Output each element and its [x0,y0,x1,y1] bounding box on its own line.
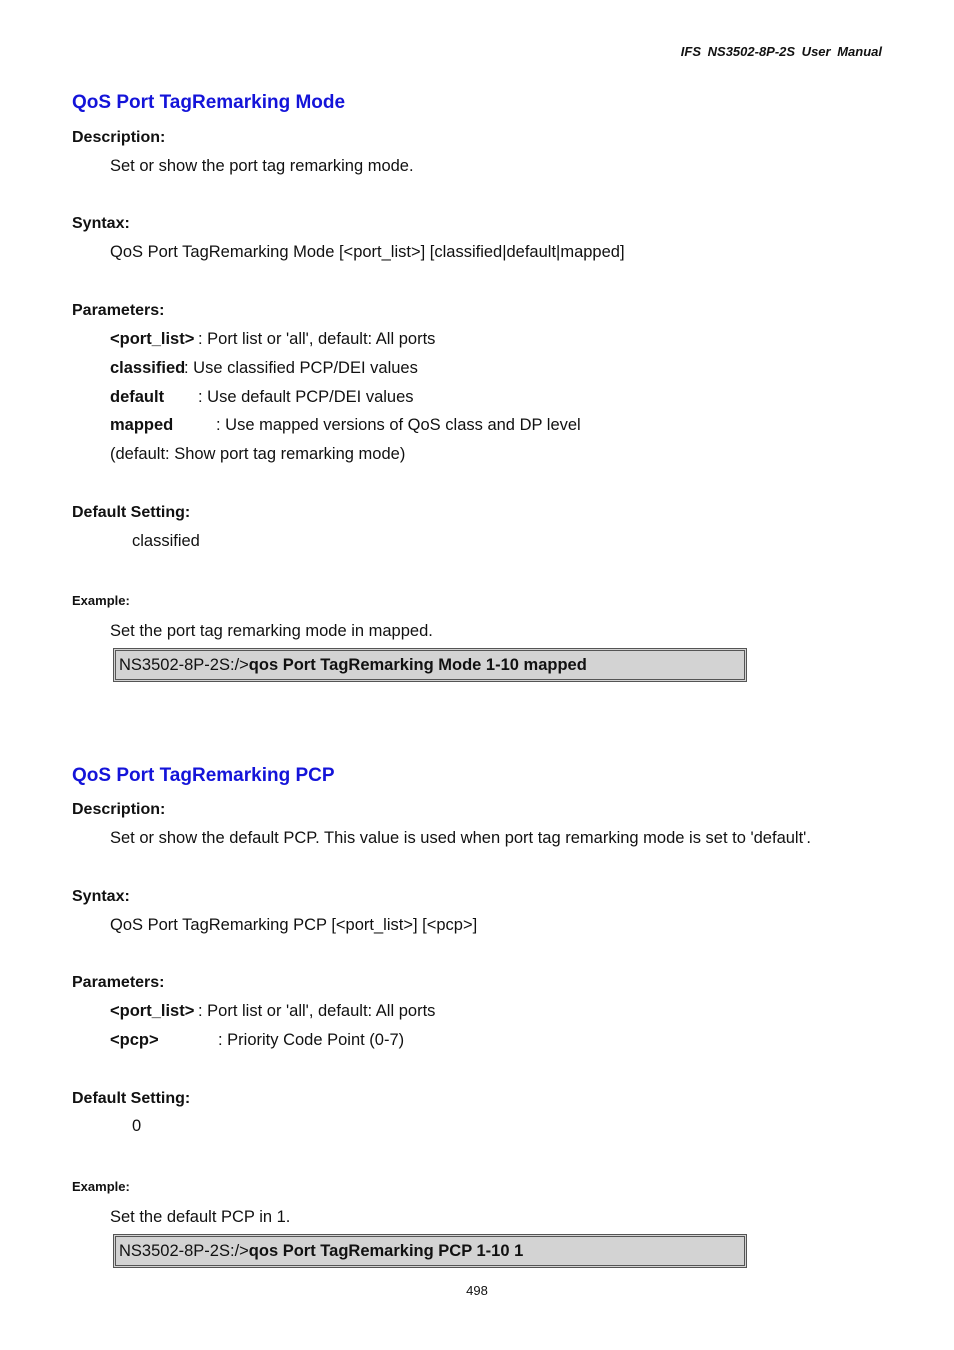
page-header: IFS NS3502-8P-2S User Manual [680,44,882,59]
syntax-text: QoS Port TagRemarking Mode [<port_list>] [classified|default|mapped] [110,243,625,261]
param-name: <pcp> [110,1031,159,1049]
syntax-text: QoS Port TagRemarking PCP [<port_list>] [<pcp>] [110,916,478,934]
param-name: <port_list> [110,1002,195,1020]
command-text: qos Port TagRemarking Mode 1-10 mapped [248,656,587,674]
param-desc: : Port list or 'all', default: All ports [198,1002,436,1020]
parameters-label: Parameters: [72,974,165,991]
section-title-tagremarking-mode: QoS Port TagRemarking Mode [72,92,346,113]
description-label: Description: [72,129,166,146]
parameters-label: Parameters: [72,302,165,319]
default-setting-value: 0 [132,1117,142,1135]
param-desc: : Use mapped versions of QoS class and DP level [216,416,581,434]
param-desc: : Port list or 'all', default: All ports [198,330,436,348]
param-name: classified [110,359,186,377]
param-name: mapped [110,416,174,434]
default-setting-label: Default Setting: [72,1090,191,1107]
description-text: Set or show the default PCP. This value is used when port tag remarking mode is set to 'default'. [110,829,811,847]
param-name: default [110,388,165,406]
description-label: Description: [72,801,166,818]
param-desc: : Use classified PCP/DEI values [184,359,418,377]
command-box [113,648,747,682]
syntax-label: Syntax: [72,215,130,232]
param-desc: : Use default PCP/DEI values [198,388,414,406]
command-prompt: NS3502-8P-2S:/> [119,656,249,674]
command-text: qos Port TagRemarking PCP 1-10 1 [248,1242,524,1260]
param-name: <port_list> [110,330,195,348]
section-title-tagremarking-pcp: QoS Port TagRemarking PCP [72,765,335,786]
example-text: Set the default PCP in 1. [110,1208,291,1226]
default-setting-value: classified [132,532,200,550]
description-text: Set or show the port tag remarking mode. [110,157,414,175]
default-setting-label: Default Setting: [72,504,191,521]
page-number: 498 [466,1283,488,1298]
example-text: Set the port tag remarking mode in mapped. [110,622,433,640]
command-box [113,1234,747,1268]
param-desc: : Priority Code Point (0-7) [218,1031,405,1049]
example-label: Example: [72,593,130,608]
command-prompt: NS3502-8P-2S:/> [119,1242,249,1260]
param-note: (default: Show port tag remarking mode) [110,445,406,463]
example-label: Example: [72,1179,130,1194]
syntax-label: Syntax: [72,888,130,905]
